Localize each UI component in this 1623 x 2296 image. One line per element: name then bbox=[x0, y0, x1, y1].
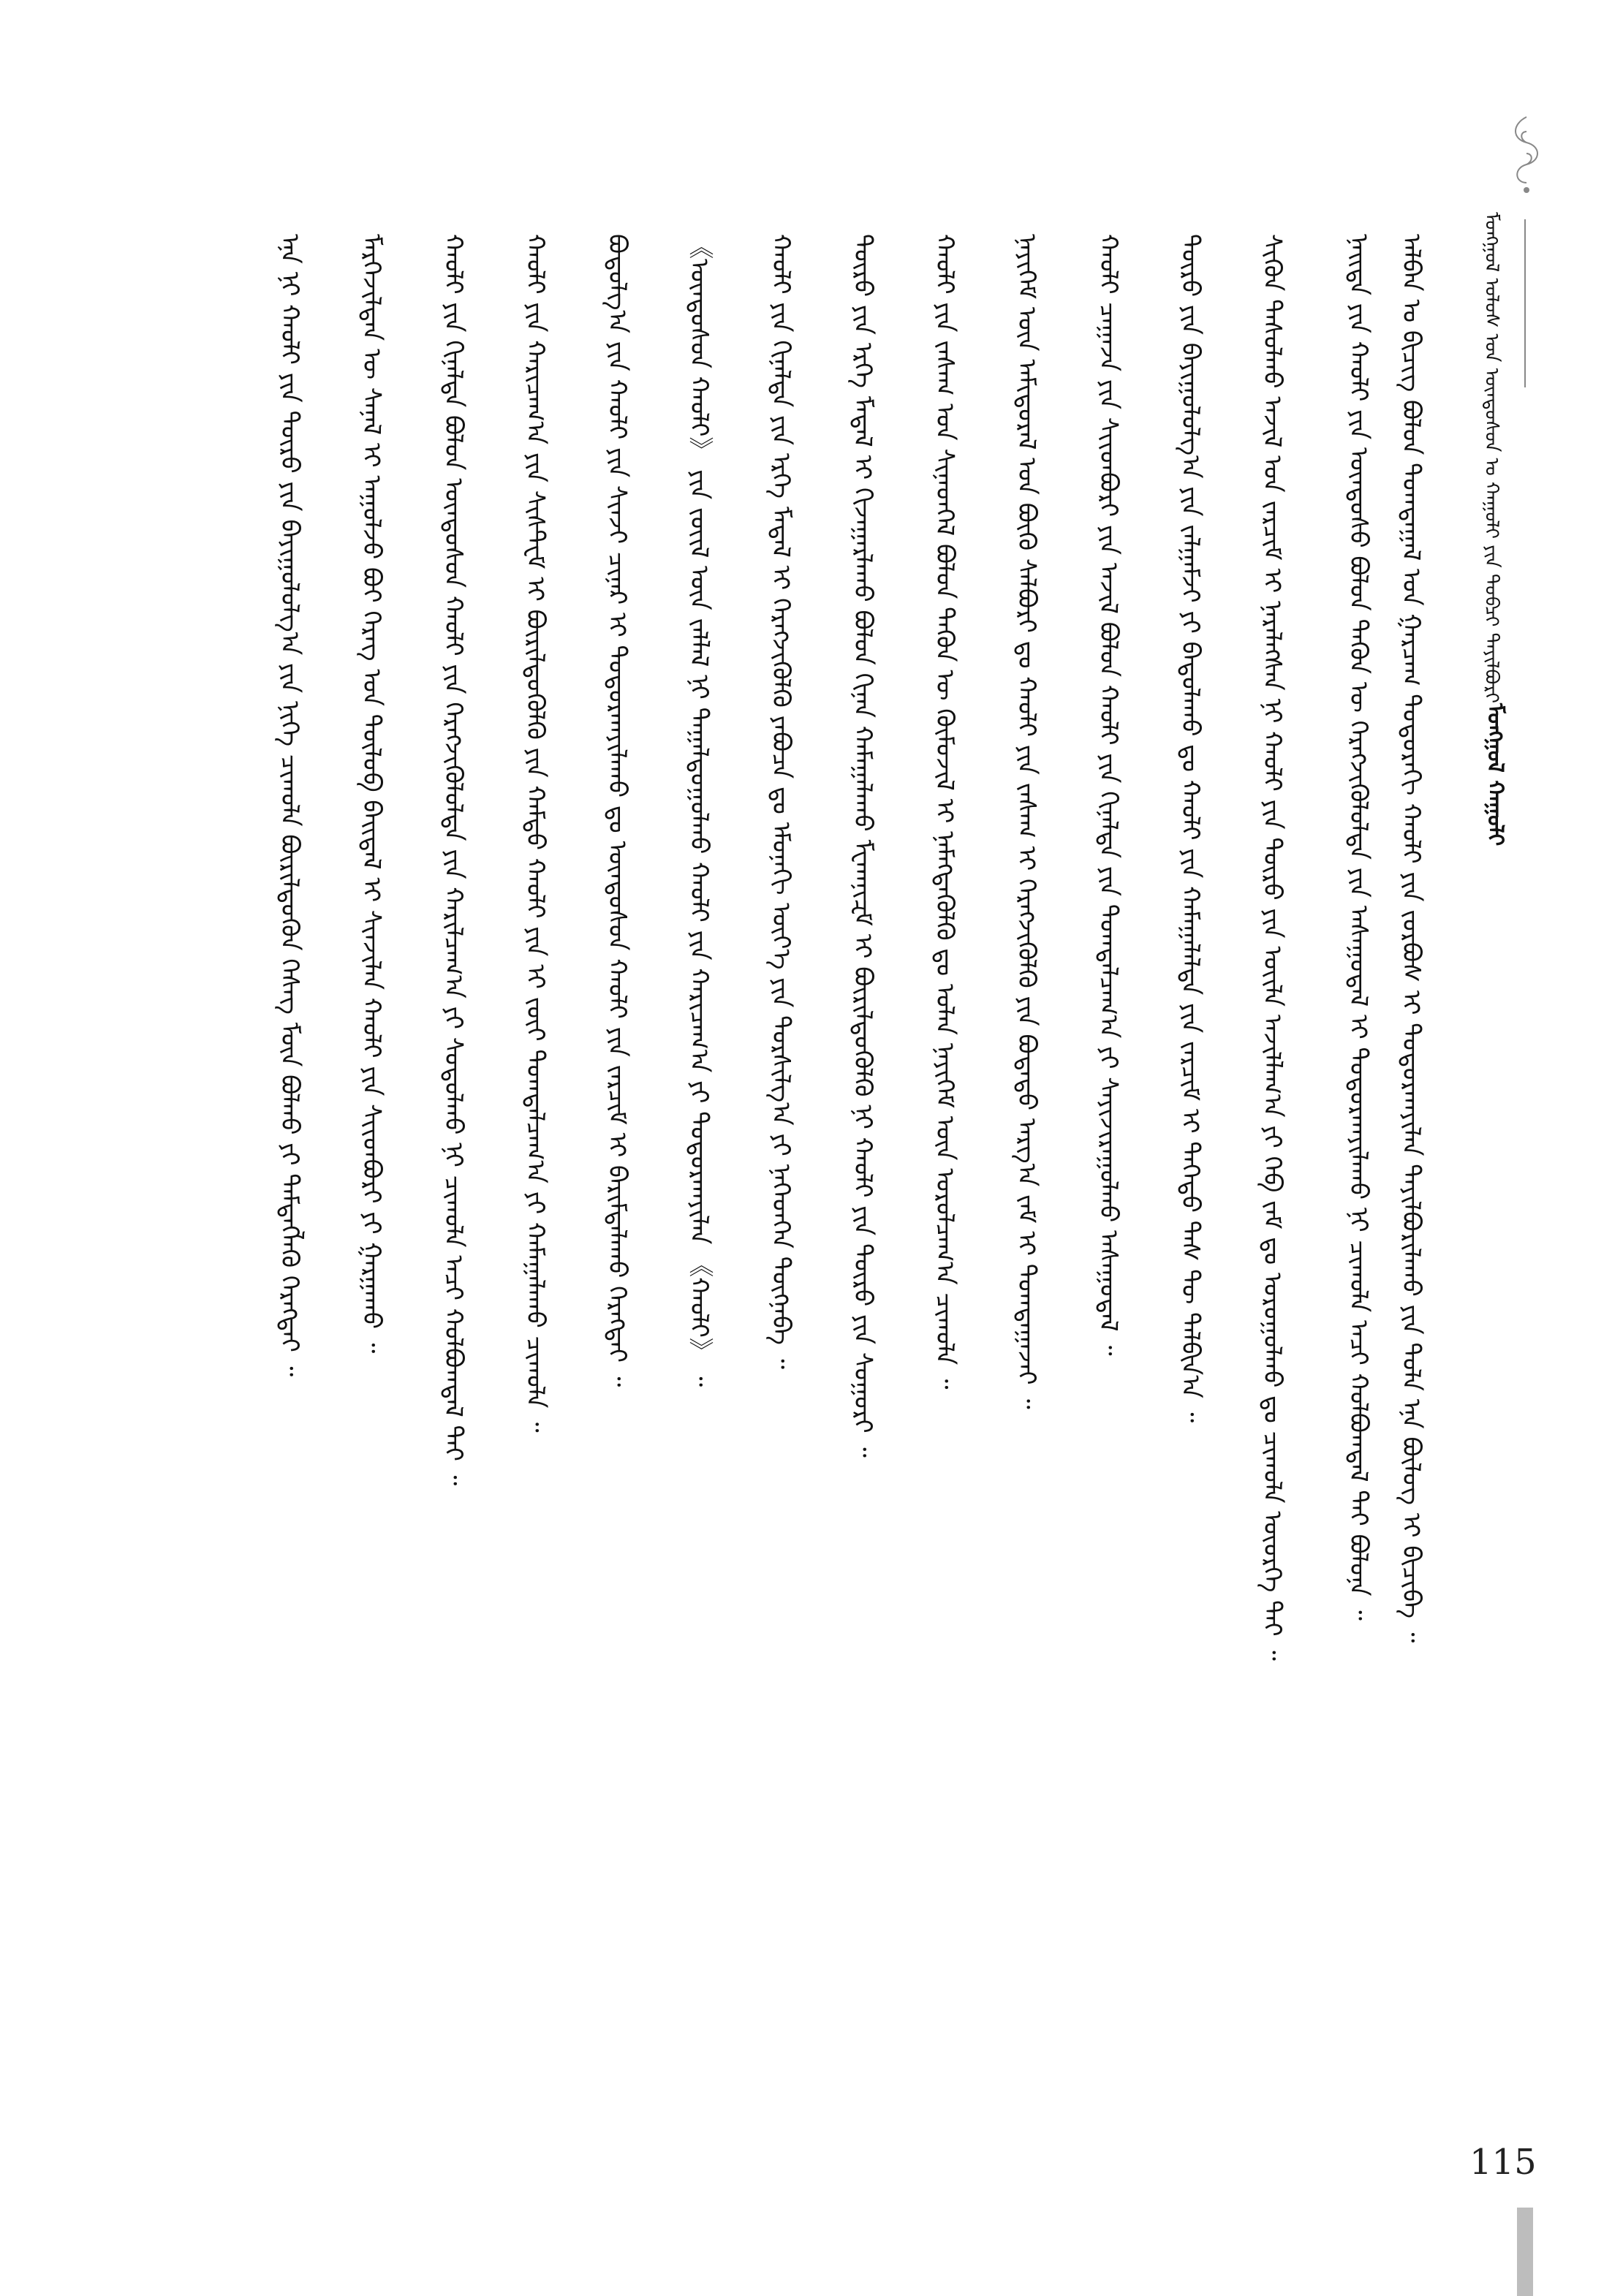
text-column: ᠨᠡᠶᠢᠭᠡᠮ ᠦᠨ ᠠᠮᠢᠳᠤᠷᠠᠯ ᠤᠨ ᠪᠦᠬᠦ ᠰᠠᠯᠪᠤᠷᠢ ᠳᠤ ᠬᠠᠤᠯᠢ ᠶᠢᠨ ᠵᠠᠰᠠᠭ ᠢ ᠬᠡᠷᠡᠭᠵᠢᠭᠦᠯᠬᠦ ᠶᠢᠨ ᠪᠣᠳᠠᠲᠤ ᠠᠷᠭ᠎ᠠ ᠵᠠᠮ ᠢ ᠲᠣᠭᠲᠠᠭᠠᠵᠠᠢ ᠃ bbox=[1012, 234, 1041, 1409]
running-title: ᠮᠣᠩᠭᠣᠯ ᠤᠯᠤᠰ ᠤᠨ ᠦᠨᠳᠦᠰᠦᠨ ᠤ ᠬᠠᠭᠤᠯᠢ ᠶᠢᠨ ᠲᠣᠪᠴᠢ ᠲᠠᠶᠢᠯᠪᠤᠷᠢ bbox=[1480, 212, 1502, 704]
text-column: 《ᠦᠨᠳᠦᠰᠦᠨ ᠬᠠᠤᠯᠢ》 ᠶᠢᠨ ᠵᠦᠢᠯ ᠦᠨ ᠵᠠᠯᠯᠠᠯ ᠨᠢ ᠳᠠᠭᠠᠯᠳᠤᠭᠤᠯᠬᠤ ᠬᠠᠤᠯᠢ ᠶᠢᠨ ᠬᠠᠷᠢᠴᠠᠭ᠎ᠠ ᠶᠢ ᠲᠣᠳᠣᠷᠬᠠᠶᠢᠯᠠᠨ 《ᠬᠠᠤᠯᠢ》 ᠃ bbox=[684, 234, 714, 1387]
text-column: ᠪᠣᠳᠣᠯᠭ᠎ᠠ ᠶᠢᠨ ᠬᠠᠤᠯᠢ ᠶᠢᠨ ᠰᠢᠨᠵᠢ ᠴᠢᠨᠠᠷ ᠢ ᠲᠣᠳᠣᠷᠬᠠᠶᠢᠯᠠᠬᠤ ᠳᠤ ᠦᠨᠳᠦᠰᠦᠨ ᠬᠠᠤᠯᠢ ᠶᠢᠨ ᠵᠠᠷᠴᠢᠮ ᠢ ᠪᠠᠷᠢᠮᠲᠠᠯᠠᠬᠤ ᠬᠡᠷᠡᠭᠲᠡᠶ ᠃ bbox=[602, 234, 632, 1387]
text-column: ᠲᠥᠷᠥ ᠶᠢᠨ ᠪᠠᠶᠢᠭᠤᠯᠤᠯᠭ᠎ᠠ ᠶᠢᠨ ᠵᠠᠯᠭᠠᠮᠵᠢ ᠶᠢ ᠪᠠᠲᠤᠯᠠᠬᠤ ᠳᠤ ᠬᠠᠤᠯᠢ ᠶᠢᠨ ᠬᠠᠮᠠᠭᠠᠯᠠᠯᠲᠠ ᠶᠢᠨ ᠵᠠᠷᠴᠢᠮ ᠢ ᠳᠡᠭᠡᠳᠦ ᠳᠡᠰ ᠲᠦ ᠲᠠᠯᠪᠢᠨ᠎ᠠ ᠃ bbox=[1176, 234, 1205, 1423]
text-column: ᠬᠠᠤᠯᠢ ᠶᠢᠨ ᠬᠢᠨᠠᠯᠲᠠ ᠶᠢᠨ ᠡᠷᠬᠡ ᠮᠡᠳᠡᠯ ᠢ ᠬᠡᠷᠡᠭᠵᠢᠭᠦᠯᠬᠦ ᠶᠠᠪᠤᠴᠠ ᠳᠤ ᠡᠮᠦᠨᠡᠬᠢ ᠦᠶ᠎ᠡ ᠶᠢᠨ ᠲᠤᠷᠰᠢᠯᠭ᠎ᠠ ᠶᠢ ᠨᠡᠭᠡᠳᠬᠡᠨ ᠳᠦᠭᠨᠡᠪᠡ ᠃ bbox=[766, 234, 795, 1370]
running-emphasis: ᠮᠣᠩᠭᠣᠯ ᠬᠠᠭᠤᠯᠢ bbox=[1482, 703, 1508, 846]
text-column: ᠨᠡᠢᠲᠡ ᠶᠢᠨ ᠬᠠᠤᠯᠢ ᠶᠢᠨ ᠦᠨᠳᠦᠰᠦ ᠪᠣᠯᠤᠨ ᠲᠡᠭᠦᠨ ᠦ ᠬᠡᠷᠡᠭᠵᠢᠭᠦᠯᠦᠯᠲᠡ ᠶᠢᠨ ᠠᠰᠠᠭᠤᠳᠠᠯ ᠢ ᠲᠣᠳᠣᠷᠬᠠᠶᠢᠯᠠᠬᠤ ᠨᠢ ᠴᠢᠬᠤᠯᠠ ᠠᠴᠢ ᠬᠣᠯᠪᠣᠭᠳᠠᠯ ᠲᠠᠶ ᠪᠣᠯᠤᠨᠠ ᠃ bbox=[1344, 234, 1373, 1621]
text-column: ᠬᠠᠤᠯᠢ ᠶᠢᠨ ᠬᠠᠷᠢᠴᠠᠭ᠎ᠠ ᠶᠢᠨ ᠰᠢᠰᠲ᠋ᠧᠮ ᠢ ᠪᠦᠷᠢᠯᠳᠦᠭᠦᠯᠬᠦ ᠶᠢᠨ ᠬᠠᠮᠲᠤ ᠬᠠᠤᠯᠢ ᠶᠢᠨ ᠡᠶ ᠵᠦᠢ ᠲᠣᠭᠲᠠᠯᠴᠠᠭ᠎ᠠ ᠶᠢ ᠬᠠᠮᠠᠭᠠᠯᠠᠬᠤ ᠴᠢᠬᠤᠯᠠ ᠃ bbox=[521, 234, 550, 1433]
text-column: ᠲᠥᠷᠥ ᠶᠢᠨ ᠡᠷᠬᠡ ᠮᠡᠳᠡᠯ ᠢ ᠬᠢᠵᠠᠭᠠᠷᠯᠠᠬᠤ ᠪᠣᠯᠤᠨ ᠬᠢᠨᠠᠨ ᠬᠠᠮᠠᠭᠠᠯᠠᠬᠤ ᠮᠧᠬᠠᠨᠢᠽᠮ ᠢ ᠪᠦᠷᠢᠯᠳᠦᠭᠦᠯᠬᠦ ᠨᠢ ᠬᠠᠤᠯᠢ ᠶᠢᠨ ᠲᠥᠷᠥ ᠶᠢᠨ ᠰᠤᠭᠤᠷᠢ ᠃ bbox=[848, 234, 877, 1458]
body-text bbox=[219, 234, 1433, 2149]
running-header bbox=[1469, 212, 1513, 1045]
text-column: ᠰᠢᠭᠦᠨ ᠲᠠᠰᠤᠯᠬᠤ ᠠᠵᠢᠯ ᠤᠨ ᠵᠠᠷᠴᠢᠮ ᠢ ᠨᠡᠷᠡᠯᠡᠭᠰᠡᠨ ᠨᠢ ᠬᠠᠤᠯᠢ ᠶᠢᠨ ᠲᠥᠷᠥ ᠶᠢᠨ ᠦᠢᠯᠡ ᠠᠵᠢᠯᠯᠠᠭ᠎ᠠ ᠶᠢ ᠬᠡᠪ ᠵᠠᠮ ᠳᠤ ᠣᠷᠣᠭᠤᠯᠬᠤ ᠳᠤ ᠴᠢᠬᠤᠯᠠ ᠦᠦᠷᠭᠡ ᠲᠡᠢ ᠃ bbox=[1257, 234, 1287, 1661]
text-column: ᠡᠨᠡ ᠨᠢ ᠬᠠᠤᠯᠢ ᠶᠢᠨ ᠲᠥᠷᠥ ᠶᠢᠨ ᠪᠠᠶᠢᠭᠤᠯᠤᠯᠭ᠎ᠠ ᠶᠢᠨ ᠨᠢᠭᠡ ᠴᠢᠬᠤᠯᠠ ᠪᠦᠷᠢᠯᠳᠦᠬᠦᠨ ᠬᠡᠰᠡᠭ ᠮᠥᠨ ᠪᠣᠯᠬᠤ ᠶᠢ ᠲᠡᠮᠳᠡᠭᠯᠡᠬᠦ ᠬᠡᠷᠡᠭᠲᠡᠶ ᠃ bbox=[275, 234, 304, 1377]
text-column: ᠬᠠᠤᠯᠢ ᠶᠢᠨ ᠬᠢᠨᠠᠯᠲᠠ ᠪᠣᠯᠤᠨ ᠦᠨᠳᠦᠰᠦᠨ ᠬᠠᠤᠯᠢ ᠶᠢᠨ ᠬᠡᠷᠡᠭᠵᠢᠭᠦᠯᠦᠯᠲᠡ ᠶᠢᠨ ᠬᠠᠷᠢᠯᠴᠠᠭ᠎ᠠ ᠶᠢ ᠰᠤᠳᠤᠯᠬᠤ ᠨᠢ ᠴᠢᠬᠤᠯᠠ ᠠᠴᠢ ᠬᠣᠯᠪᠣᠭᠳᠠᠯ ᠲᠠᠶ ᠃ bbox=[439, 234, 468, 1486]
text-column: ᠠᠯᠪᠠᠨ ᠤ ᠪᠢᠴᠢᠭ ᠪᠣᠯᠤᠨ ᠲᠣᠭᠲᠠᠭᠠᠯ ᠤᠨ ᠭᠠᠷᠴᠠᠭ ᠳᠣᠲᠣᠷᠠᠬᠢ ᠬᠠᠤᠯᠢ ᠶᠢᠨ ᠵᠤᠷᠪᠤᠰ ᠢ ᠲᠣᠳᠣᠷᠬᠠᠶᠢᠯᠠᠨ ᠲᠠᠶᠢᠯᠪᠤᠷᠢᠯᠠᠬᠤ ᠶᠢᠨ ᠲᠤᠯᠠ ᠡᠨᠡ ᠪᠦᠯᠦᠭ ᠢ ᠪᠢᠴᠢᠪᠡ ᠃ bbox=[1396, 234, 1426, 1643]
page-edge-bar bbox=[1517, 2208, 1533, 2296]
text-column: ᠬᠠᠤᠯᠢ ᠶᠢᠨ ᠵᠠᠰᠠᠭ ᠤᠨ ᠰᠢᠨᠡᠳᠭᠡᠯ ᠪᠣᠯᠤᠨ ᠲᠡᠭᠦᠨ ᠦ ᠬᠦᠮᠦᠵᠢᠯ ᠢ ᠨᠡᠮᠡᠭᠳᠡᠭᠦᠯᠬᠦ ᠳᠤ ᠣᠯᠠᠨ ᠨᠡᠶᠢᠭᠡᠮ ᠦᠨ ᠣᠷᠣᠯᠴᠠᠭ᠎ᠠ ᠴᠢᠬᠤᠯᠠ ᠃ bbox=[930, 234, 959, 1390]
page-number: 115 bbox=[1469, 2142, 1537, 2183]
text-column: ᠮᠡᠷᠭᠡᠵᠢᠯᠲᠡᠨ ᠦ ᠰᠠᠨᠠᠯ ᠢ ᠠᠭᠤᠯᠵᠤ ᠪᠤᠶ ᠬᠡᠷᠡᠭ ᠤᠨ ᠲᠥᠯᠦᠪ ᠪᠠᠢᠳᠠᠯ ᠢ ᠰᠢᠨᠵᠢᠯᠡᠨ ᠬᠠᠤᠯᠢ ᠶᠢᠨ ᠰᠢᠢᠳᠪᠦᠷᠢ ᠶᠢ ᠭᠠᠷᠭᠠᠬᠤ ᠃ bbox=[357, 234, 386, 1354]
text-column: ᠬᠠᠤᠯᠢ ᠴᠠᠭᠠᠵᠠ ᠶᠢᠨ ᠰᠢᠢᠳᠪᠦᠷᠢ ᠶᠢᠨ ᠠᠵᠢᠯ ᠪᠣᠯᠤᠨ ᠬᠠᠤᠯᠢ ᠶᠢᠨ ᠬᠢᠨᠠᠯᠲᠠ ᠶᠢᠨ ᠲᠣᠭᠲᠠᠯᠴᠠᠭ᠎ᠠ ᠶᠢ ᠰᠠᠶᠢᠵᠢᠷᠠᠭᠤᠯᠬᠤ ᠠᠰᠠᠭᠤᠳᠠᠯ ᠃ bbox=[1094, 234, 1123, 1356]
header-rule bbox=[1524, 219, 1526, 387]
